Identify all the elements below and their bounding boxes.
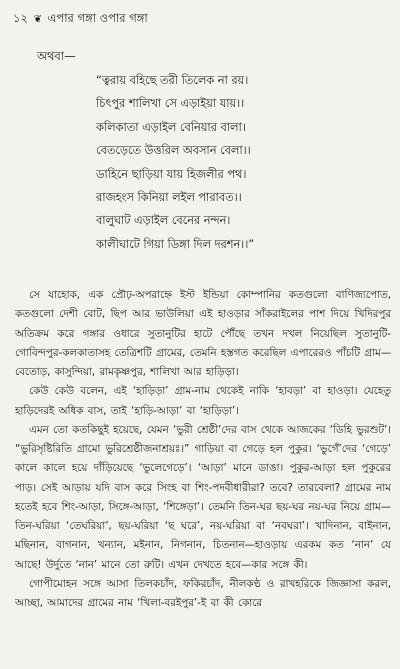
running-header bbox=[13, 10, 148, 29]
ornament-icon: ❦ bbox=[33, 14, 42, 25]
paragraph: সে যাহোক, এক প্রৌঢ়-অপরাহ্নে ইস্ট ইন্ডিয়া কোম্পানির কতগুলো বাণিজ্যপোত, কতগুলো দেশী বোট, ছিপ আর ভাউলিয়া এই হাওড়ার সাঁকরাইলের পাশ দিয়ে খিদিরপুর অতিক্রম করে গঙ্গার ওধারে সুতানুটির হাটে পৌঁছে তখন দখল নিয়েছিল সুতানুটি-গোবিন্দপুর-কলকাতাসহ তেত্রিশটি গ্রামের, তেমনি হস্তগত করেছিল এপারেরও পাঁচটি গ্রাম—বেতোড়, কাসুন্দিয়া, রামকৃষ্ণপুর, শালিখা আর হাড়িড়া। bbox=[15, 289, 391, 378]
verse-line: বালুঘাট এড়াইল বেনের নন্দন। bbox=[96, 214, 231, 228]
verse-line: ডাহিনে ছাড়িয়া যায় হিজলীর পথ। bbox=[96, 167, 247, 181]
paragraph: কেউ কেউ বলেন, এই ‘হাড়িড়া’ গ্রাম-নাম থেকেই নাকি ‘হাবড়া’ বা হাওড়া। যেহেতু হাড়িদেরই অধিক বাস, তাই ‘হাড়ি-আড়া’ বা ‘হাড়িড়া’। bbox=[15, 385, 391, 417]
verse-line: “ত্বরায় বহিছে তরী তিলেক না রয়। bbox=[96, 74, 249, 87]
body-text bbox=[15, 286, 391, 613]
verse-line: চিৎপুর শালিখা সে এড়াইয়া যায়।। bbox=[96, 97, 245, 111]
paragraph: গোপীমোহন সঙ্গে আসা তিলকচাঁদ, ফকিরচাঁদ, নীলকণ্ঠ ও রাখহরিকে জিজ্ঞাসা করল, আচ্ছা, আমাদের গ্রামের নাম ‘খিলা-বরইপুর’-ই বা কী কোরে bbox=[15, 577, 391, 609]
verse-line: বেতড়েতে উত্তরিল অবসান বেলা।। bbox=[96, 144, 251, 158]
verse-line: রাজহংস কিনিয়া লইল পারাবত।। bbox=[96, 191, 242, 205]
book-title: এপার গঙ্গা ওপার গঙ্গা bbox=[47, 11, 148, 25]
paragraph: এমন তো কতকিছুই হয়েছে, যেমন ‘ভুরী শ্রেষ্ঠী’দের বাস থেকে আজকের ‘ডিহি ভুরশুট’। “ভুরিসৃষ্টিরিতি গ্রামো ভুরিশ্রেষ্ঠীজনাশ্রয়ঃ।” গাড়িয়া বা গেড়ে হল পুকুর। ‘ভুগেঁ’দের ‘গেড়ে’ কালে কালে হয়ে দাঁড়িয়েছে ‘ভুলেগেড়ে’। ‘আড়া’ মানে ডাঙা। পুকুর-আড়া হল পুকুরের পাড়। সেই আড়ায় যদি বাস করে সিংহ বা শিং-পদবীধারীরা? তবে? তারবেলা? গ্রামের নাম হতেই হবে শিং-আড়া, সিঙ্গে-আড়া, ‘শিঙ্গেড়া’। তেমনি তিন-ঘর ছয়-ঘর নয়-ঘর নিয়ে গ্রাম—তিন-ঘরিয়া ‘তেঘরিয়া’, ছয়-ঘরিয়া ‘ছ ঘরে’, নয়-ঘরিয়া বা ‘নবঘরা’। খাদিনান, বাইনান, মছিনান, বাগনান, খন্যান, মইনান, নিগনান, চিতনান—হাওড়ায় এরকম কত ‘নান’ যে আছে! উর্দুতে ‘নান’ মানে তো রুটি। এখন দেখতে হবে—কার সঙ্গে কী। bbox=[15, 423, 391, 571]
verse-line: কলিকাতা এড়াইল বেনিয়ার বালা। bbox=[96, 120, 246, 134]
verse-quote bbox=[96, 69, 254, 256]
verse-label: অথবা— bbox=[37, 49, 76, 63]
page-number: ১২ bbox=[13, 11, 28, 25]
verse-line: কালীঘাটে গিয়া ডিঙ্গা দিল দরশন।।” bbox=[96, 237, 255, 251]
